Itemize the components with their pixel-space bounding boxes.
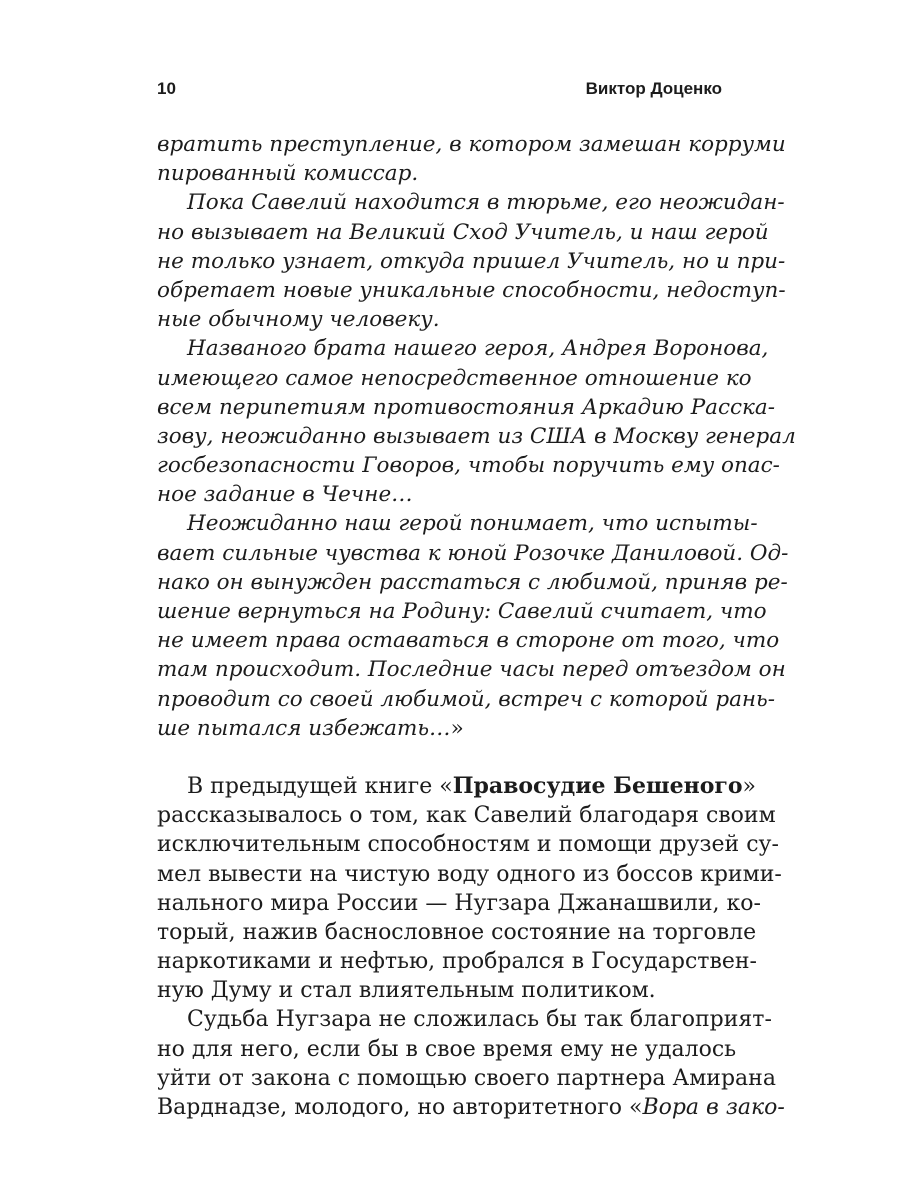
text-line: вратить преступление, в котором замешан корруми — [157, 132, 786, 157]
closing-quote: » — [450, 715, 464, 741]
text-line-italic: ше пытался избежать… — [157, 715, 451, 741]
page-number: 10 — [157, 79, 176, 98]
text-line: Названого брата нашего героя, Андрея Воронова, — [187, 336, 769, 362]
text-fragment: » — [742, 773, 757, 799]
quote-paragraph-3 — [157, 334, 796, 509]
text-line: но вызывает на Великий Сход Учитель, и наш герой — [157, 219, 769, 245]
text-fragment-italic: Вора в зако- — [642, 1095, 785, 1120]
text-line: имеющего самое непосредственное отношение ко — [157, 365, 752, 391]
text-line: нального мира России — Нугзара Джанашвили, ко- — [157, 890, 761, 916]
main-paragraph-1 — [157, 772, 782, 1006]
quote-paragraph-1 — [157, 130, 786, 188]
text-line: Судьба Нугзара не сложилась бы так благоприят- — [187, 1007, 772, 1033]
text-fragment: Варднадзе, молодого, но авторитетного « — [157, 1095, 643, 1120]
text-line — [157, 714, 722, 743]
text-fragment: В предыдущей книге « — [187, 773, 453, 799]
text-line: ные обычному человеку. — [157, 307, 440, 333]
text-line: госбезопасности Говоров, чтобы поручить ему опас- — [157, 453, 780, 479]
text-line: всем перипетиям противостояния Аркадию Расска- — [157, 394, 775, 420]
text-line: уйти от закона с помощью своего партнера Амирана — [157, 1065, 776, 1091]
text-line: там происходит. Последние часы перед отъездом он — [157, 657, 786, 683]
text-line: не имеет права оставаться в стороне от того, что — [157, 628, 780, 654]
text-line: но для него, если бы в свое время ему не удалось — [157, 1036, 737, 1062]
text-line — [157, 772, 757, 801]
text-line: зову, неожиданно вызывает из США в Москву генерал — [157, 423, 796, 449]
section-gap — [157, 743, 722, 772]
text-line: шение вернуться на Родину: Савелий считает, что — [157, 599, 767, 624]
main-paragraph-2 — [157, 1005, 785, 1122]
text-line: рассказывалось о том, как Савелий благодаря своим — [157, 803, 776, 829]
text-line: мел вывести на чистую воду одного из боссов крими- — [157, 861, 782, 887]
text-line: торый, нажив баснословное состояние на торговле — [157, 919, 757, 945]
text-line: наркотиками и нефтью, пробрался в Государствен- — [157, 949, 757, 975]
text-line: пированный комиссар. — [157, 161, 419, 187]
text-line: ное задание в Чечне… — [157, 482, 413, 508]
text-line — [157, 1093, 785, 1122]
text-line: не только узнает, откуда пришел Учитель, но и при- — [157, 248, 786, 274]
text-line: нако он вынужден расстаться с любимой, приняв ре- — [157, 569, 788, 595]
quote-paragraph-4 — [157, 509, 789, 743]
page-header — [157, 76, 722, 102]
text-line: Пока Савелий находится в тюрьме, его неожидан- — [187, 190, 785, 216]
text-line: обретает новые уникальные способности, недоступ- — [157, 277, 786, 303]
book-title: Правосудие Бешеного — [452, 772, 743, 799]
text-line: вает сильные чувства к юной Розочке Даниловой. Од- — [157, 540, 789, 566]
page-body — [157, 130, 796, 1122]
quote-paragraph-2 — [157, 188, 786, 334]
text-line: ную Думу и стал влиятельным политиком. — [157, 978, 656, 1004]
text-line: Неожиданно наш герой понимает, что испыты- — [187, 511, 758, 537]
text-line: исключительным способностям и помощи друзей су- — [157, 832, 779, 858]
text-line: проводит со своей любимой, встреч с которой рань- — [157, 686, 776, 712]
running-head-author: Виктор Доценко — [585, 79, 722, 98]
